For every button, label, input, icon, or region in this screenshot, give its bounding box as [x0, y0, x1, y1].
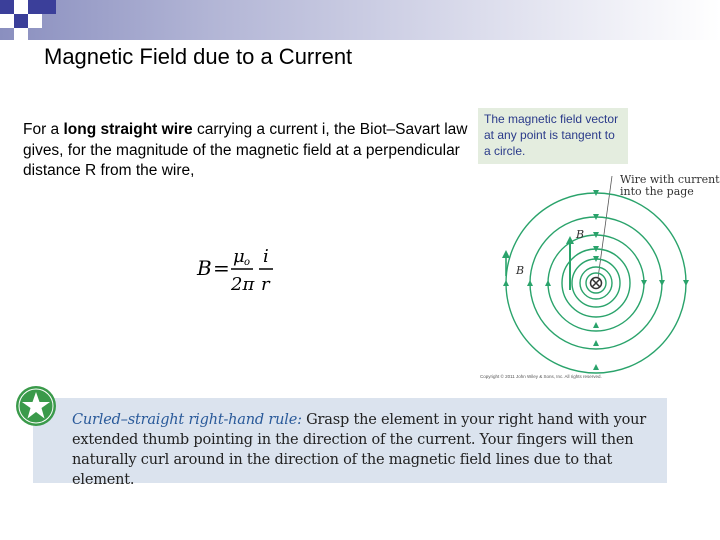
arrowhead [593, 364, 599, 370]
b-vector-upper-head [566, 236, 574, 244]
deco-square [28, 14, 42, 28]
formula-lhs: B [197, 256, 212, 280]
body-bold-term: long straight wire [63, 121, 193, 138]
b-vector-left-label: B [516, 264, 525, 277]
formula-mu: μ [233, 246, 245, 267]
arrowhead [683, 280, 689, 286]
rule-description: Grasp the element in your right hand with your extended thumb pointing in the direction of the current. Your fingers will then naturally curl around in the direction of the magnetic field lines due to that element. [72, 412, 646, 488]
deco-square [14, 0, 28, 14]
arrowhead [503, 280, 509, 286]
formula-i: i [263, 246, 269, 267]
deco-square [14, 28, 28, 40]
deco-square [42, 0, 56, 14]
slide-title: Magnetic Field due to a Current [44, 44, 353, 69]
deco-square [0, 0, 14, 14]
biot-savart-formula [195, 240, 285, 300]
body-suffix: carrying a current i, the Biot–Savart law gives, for the magnitude of the magnetic field at a perpendicular distance R from the wire, [23, 121, 468, 179]
b-vector-left-head [502, 250, 510, 258]
arrowhead [527, 280, 533, 286]
header-decoration [0, 0, 720, 40]
formula-r: r [261, 274, 270, 295]
body-prefix: For a [23, 121, 64, 138]
arrowhead [545, 280, 551, 286]
diagram-copyright: Copyright © 2011 John Wiley & Sons, Inc. All rights reserved. [480, 374, 602, 379]
wire-label-line1: Wire with current [620, 173, 720, 186]
formula-equals: = [213, 256, 230, 280]
body-paragraph [23, 120, 473, 182]
magnetic-field-diagram [480, 170, 720, 385]
wire-label-line2: into the page [620, 185, 694, 198]
star-icon [15, 385, 57, 427]
right-hand-rule-text [72, 410, 662, 490]
deco-square [14, 14, 28, 28]
b-vector-upper-label: B [576, 228, 585, 241]
arrowhead [659, 280, 665, 286]
arrowhead [593, 322, 599, 328]
deco-square [28, 0, 42, 14]
arrowhead [641, 280, 647, 286]
rule-term: Curled–straight right-hand rule: [72, 412, 302, 428]
formula-denominator: 2π [231, 274, 255, 295]
formula-subscript: o [244, 257, 251, 268]
deco-square [0, 14, 14, 28]
arrowhead [593, 340, 599, 346]
tangent-callout: The magnetic field vector at any point is tangent to a circle. [478, 108, 628, 164]
